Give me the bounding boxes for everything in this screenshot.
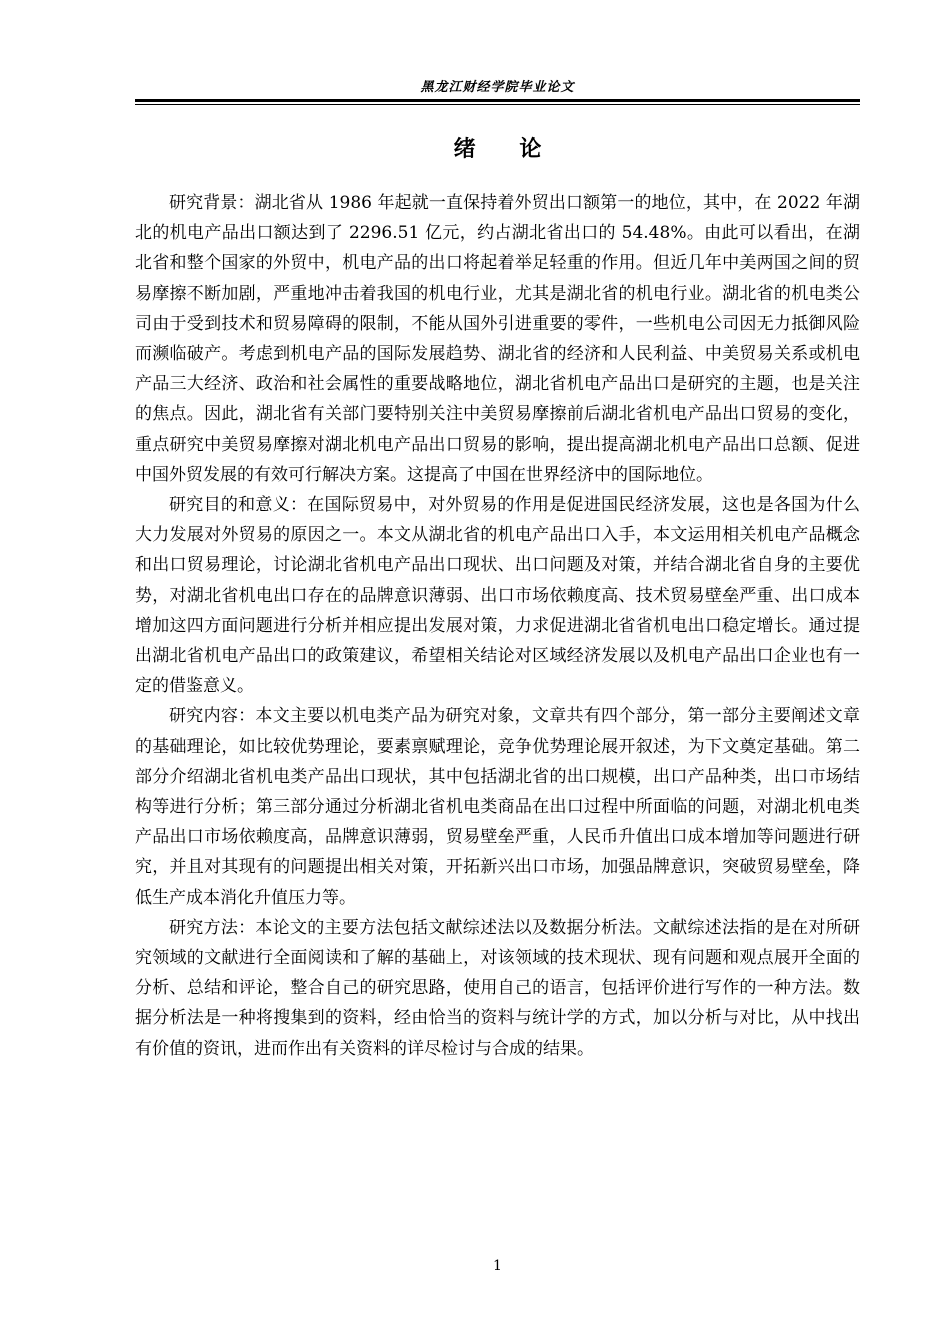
section-title: 绪 论 <box>453 137 542 162</box>
page-number: 1 <box>493 1258 502 1274</box>
header-rule-thick <box>135 99 860 102</box>
paragraph-research-method: 研究方法：本论文的主要方法包括文献综述法以及数据分析法。文献综述法指的是在对所研究领域的文献进行全面阅读和了解的基础上，对该领域的技术现状、现有问题和观点展开全面的分析、总结和评论，整合自己的研究思路，使用自己的语言，包括评价进行写作的一种方法。数据分析法是一种将搜集到的资料，经由恰当的资料与统计学的方式，加以分析与对比，从中找出有价值的资讯，进而作出有关资料的详尽检讨与合成的结果。 <box>135 917 860 1059</box>
header-rule-thin <box>135 104 860 105</box>
paragraph-research-purpose: 研究目的和意义：在国际贸易中，对外贸易的作用是促进国民经济发展，这也是各国为什么大力发展对外贸易的原因之一。本文从湖北省的机电产品出口入手，本文运用相关机电产品概念和出口贸易理论，讨论湖北省机电产品出口现状、出口问题及对策，并结合湖北省自身的主要优势，对湖北省机电出口存在的品牌意识薄弱、出口市场依赖度高、技术贸易壁垒严重、出口成本增加这四方面问题进行分析并相应提出发展对策，力求促进湖北省省机电出口稳定增长。通过提出湖北省机电产品出口的政策建议，希望相关结论对区域经济发展以及机电产品出口企业也有一定的借鉴意义。 <box>135 495 860 697</box>
body-text <box>135 188 860 1064</box>
paragraph-research-content: 研究内容：本文主要以机电类产品为研究对象，文章共有四个部分，第一部分主要阐述文章的基础理论，如比较优势理论，要素禀赋理论，竞争优势理论展开叙述，为下文奠定基础。第二部分介绍湖北省机电类产品出口现状，其中包括湖北省的出口规模，出口产品种类，出口市场结构等进行分析；第三部分通过分析湖北省机电类商品在出口过程中所面临的问题，对湖北机电类产品出口市场依赖度高，品牌意识薄弱，贸易壁垒严重，人民币升值出口成本增加等问题进行研究，并且对其现有的问题提出相关对策，开拓新兴出口市场，加强品牌意识，突破贸易壁垒，降低生产成本消化升值压力等。 <box>135 706 860 908</box>
paragraph-research-background: 研究背景：湖北省从 1986 年起就一直保持着外贸出口额第一的地位，其中，在 2022 年湖北的机电产品出口额达到了 2296.51 亿元，约占湖北省出口的 54.48%。由此可以看出，在湖北省和整个国家的外贸中，机电产品的出口将起着举足轻重的作用。但近几年中美两国之间的贸易摩擦不断加剧，严重地冲击着我国的机电行业，尤其是湖北省的机电行业。湖北省的机电类公司由于受到技术和贸易障碍的限制，不能从国外引进重要的零件，一些机电公司因无力抵御风险而濒临破产。考虑到机电产品的国际发展趋势、湖北省的经济和人民利益、中美贸易关系或机电产品三大经济、政治和社会属性的重要战略地位，湖北省机电产品出口是研究的主题，也是关注的焦点。因此，湖北省有关部门要特别关注中美贸易摩擦前后湖北省机电产品出口贸易的变化，重点研究中美贸易摩擦对湖北机电产品出口贸易的影响，提出提高湖北机电产品出口总额、促进中国外贸发展的有效可行解决方案。这提高了中国在世界经济中的国际地位。 <box>135 193 860 485</box>
running-header: 黑龙江财经学院毕业论文 <box>420 80 575 95</box>
